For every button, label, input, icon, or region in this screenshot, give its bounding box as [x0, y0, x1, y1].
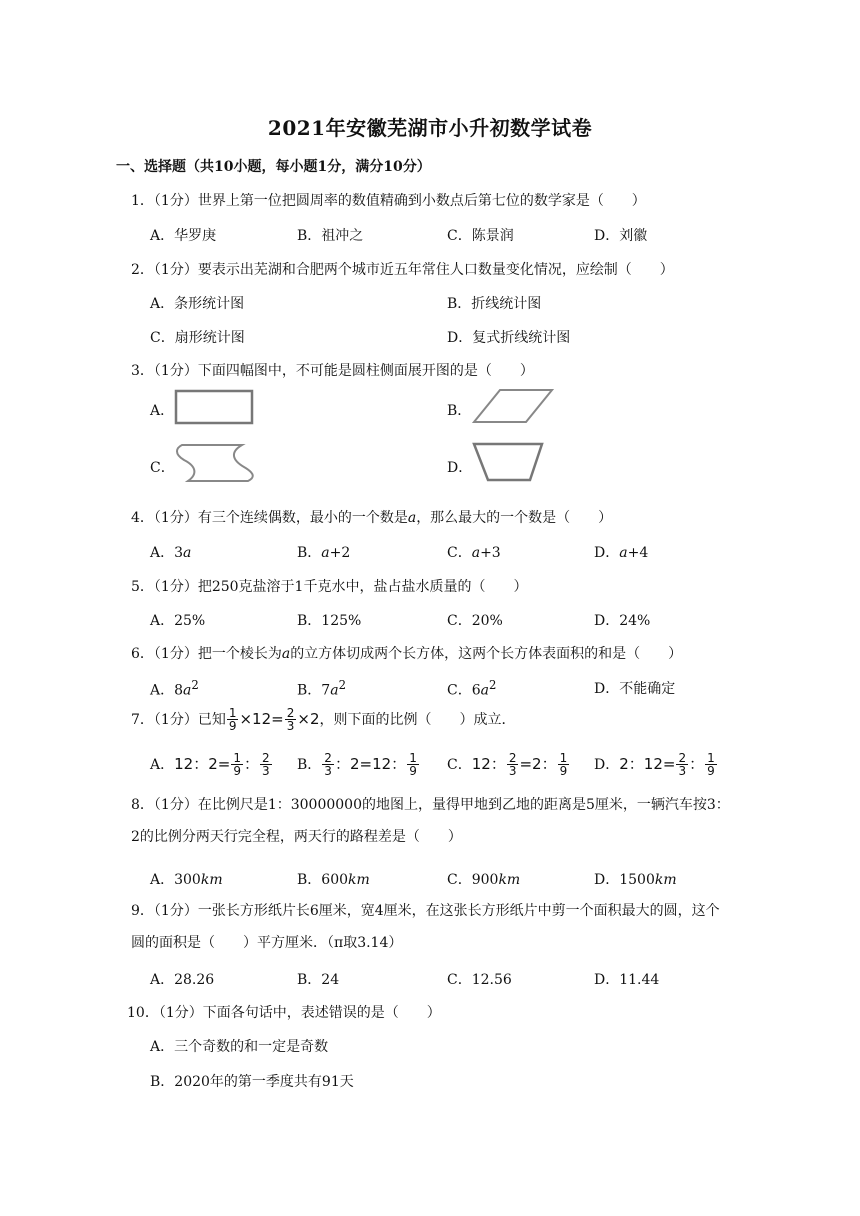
q6-option-a: A．$8a^2$: [150, 678, 199, 699]
q9-option-b: B．24: [297, 972, 340, 988]
q8-option-c: C．900km: [447, 872, 521, 888]
question-1: 1．（1分）世界上第一位把圆周率的数值精确到小数点后第七位的数学家是（ ）: [131, 193, 646, 209]
q10-option-a: A．三个奇数的和一定是奇数: [150, 1039, 329, 1055]
question-8: 8．（1分）在比例尺是1：30000000的地图上，量得甲地到乙地的距离是5厘米，一辆汽车按3：2的比例分两天行完全程，两天行的路程差是（ ）: [131, 797, 730, 845]
q2-option-d: D．复式折线统计图: [447, 330, 571, 346]
question-7: 7．（1分）已知 $\frac{1}{9}$ ×12= $\frac{2}{3}$ ×2，则下面的比例（ ）成立．: [131, 706, 516, 733]
question-6: 6．（1分）把一个棱长为a的立方体切成两个长方体，这两个长方体表面积的和是（ ）: [131, 646, 683, 662]
q6-option-b: B．$7a^2$: [297, 678, 346, 699]
q1-option-c: C．陈景润: [447, 228, 514, 244]
q2-option-a: A．条形统计图: [150, 296, 245, 312]
q4-option-d: D．a+4: [594, 545, 649, 561]
rectangle-figure: [172, 388, 256, 428]
question-4: 4．（1分）有三个连续偶数，最小的一个数是a，那么最大的一个数是（ ）: [131, 510, 613, 526]
q8-option-b: B．600km: [297, 872, 370, 888]
question-3: 3．（1分）下面四幅图中，不可能是圆柱侧面展开图的是（ ）: [131, 363, 534, 379]
q4-option-b: B．a+2: [297, 545, 351, 561]
q5-option-c: C．20%: [447, 613, 503, 629]
q5-option-d: D．24%: [594, 613, 651, 629]
given-equation: $\frac{1}{9}$ ×12= $\frac{2}{3}$ ×2: [228, 706, 320, 733]
trapezoid-figure: [470, 440, 550, 486]
question-9: 9．（1分）一张长方形纸片长6厘米，宽4厘米，在这张长方形纸片中剪一个面积最大的圆，这个圆的面积是（ ）平方厘米．（π取3.14）: [131, 903, 720, 951]
section-heading: 一、选择题（共10小题，每小题1分，满分10分）: [116, 159, 431, 175]
q3-option-c: C．: [150, 460, 175, 476]
q10-option-b: B．2020年的第一季度共有91天: [150, 1074, 354, 1090]
q3-option-b: B．: [447, 403, 472, 419]
q7-option-d: D．2：12= $\frac{2}{3}$ ： $\frac{1}{9}$: [594, 751, 715, 778]
q9-option-d: D．11.44: [594, 972, 660, 988]
q9-option-a: A．28.26: [150, 972, 215, 988]
q5-option-a: A．25%: [150, 613, 206, 629]
q8-option-d: D．1500km: [594, 872, 677, 888]
q3-option-d: D．: [447, 460, 473, 476]
q5-option-b: B．125%: [297, 613, 362, 629]
question-10: 10．（1分）下面各句话中，表述错误的是（ ）: [127, 1005, 441, 1021]
question-5: 5．（1分）把250克盐溶于1千克水中，盐占盐水质量的（ ）: [131, 579, 528, 595]
parallelogram-figure: [470, 386, 556, 428]
q9-option-c: C．12.56: [447, 972, 512, 988]
q8-option-a: A．300km: [150, 872, 223, 888]
q7-option-c: C．12： $\frac{2}{3}$ =2： $\frac{1}{9}$: [447, 751, 568, 778]
q3-option-a: A．: [150, 403, 175, 419]
q6-option-d: D．不能确定: [594, 681, 676, 697]
q1-option-a: A．华罗庚: [150, 228, 217, 244]
q7-option-b: B． $\frac{2}{3}$ ：2=12： $\frac{1}{9}$: [297, 751, 417, 778]
q2-option-b: B．折线统计图: [447, 296, 542, 312]
page-title: 2021年安徽芜湖市小升初数学试卷: [267, 116, 593, 140]
q2-option-c: C．扇形统计图: [150, 330, 245, 346]
q1-option-d: D．刘徽: [594, 228, 648, 244]
q6-option-c: C．$6a^2$: [447, 678, 497, 699]
q1-option-b: B．祖冲之: [297, 228, 364, 244]
q4-option-a: A．3a: [150, 545, 192, 561]
q7-option-a: A．12：2= $\frac{1}{9}$ ： $\frac{2}{3}$: [150, 751, 270, 778]
question-2: 2．（1分）要表示出芜湖和合肥两个城市近五年常住人口数量变化情况，应绘制（ ）: [131, 262, 674, 278]
q4-option-c: C．a+3: [447, 545, 501, 561]
wavy-edged-figure: [172, 440, 264, 486]
